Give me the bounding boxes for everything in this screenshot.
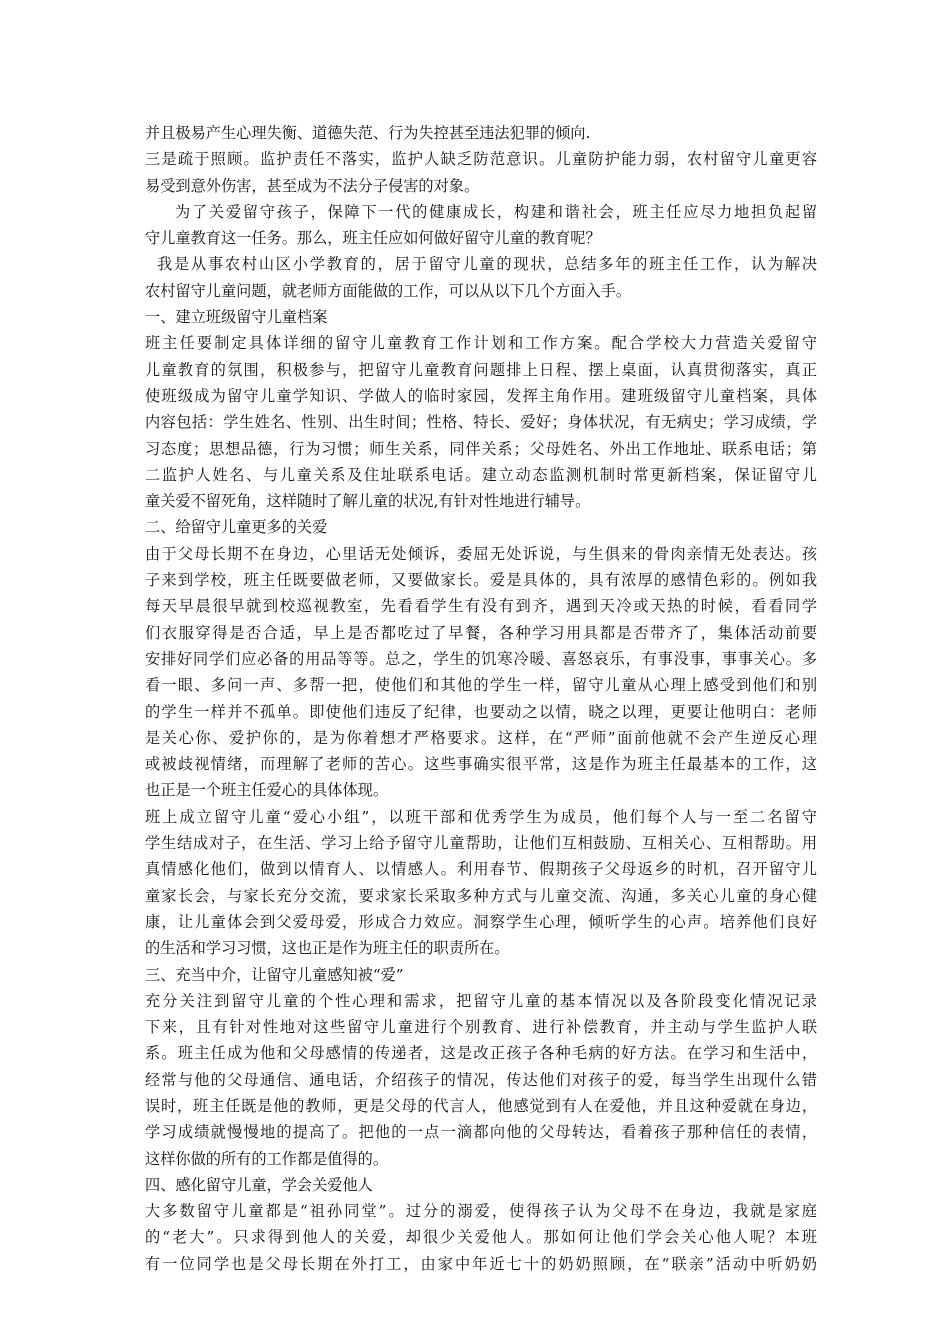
text-line: 有一位同学也是父母长期在外打工，由家中年近七十的奶奶照顾，在“联亲”活动中听奶奶 xyxy=(145,1254,817,1273)
text-line: 大多数留守儿童都是“祖孙同堂”。过分的溺爱，使得孩子认为父母不在身边，我就是家庭 xyxy=(145,1202,817,1221)
text-line: 守儿童教育这一任务。那么，班主任应如何做好留守儿童的教育呢？ xyxy=(145,229,601,248)
text-line: 农村留守儿童问题，就老师方面能做的工作，可以从以下几个方面入手。 xyxy=(145,281,631,300)
text-line: 习态度；思想品德，行为习惯；师生关系，同伴关系；父母姓名、外出工作地址、联系电话；第 xyxy=(145,439,817,458)
section-heading: 三、充当中介，让留守儿童感知被“爱” xyxy=(145,965,404,984)
text-line: 也正是一个班主任爱心的具体体现。 xyxy=(145,781,388,800)
section-heading: 二、给留守儿童更多的关爱 xyxy=(145,518,328,537)
document-page xyxy=(145,120,817,1277)
text-line: 误时，班主任既是他的教师，更是父母的代言人，他感觉到有人在爱他，并且这种爱就在身边， xyxy=(145,1096,817,1115)
text-line: 使班级成为留守儿童学知识、学做人的临时家园，发挥主角作用。建班级留守儿童档案，具体 xyxy=(145,386,817,405)
text-line: 学生结成对子，在生活、学习上给予留守儿童帮助，让他们互相鼓励、互相关心、互相帮助。用 xyxy=(145,834,817,853)
text-line: 童家长会，与家长充分交流，要求家长采取多种方式与儿童交流、沟通，多关心儿童的身心健 xyxy=(145,886,817,905)
text-line: 二监护人姓名、与儿童关系及住址联系电话。建立动态监测机制时常更新档案，保证留守儿 xyxy=(145,465,817,484)
paragraph-first-line: 为了关爱留守孩子，保障下一代的健康成长，构建和谐社会，班主任应尽力地担负起留 xyxy=(175,202,817,221)
section-heading: 一、建立班级留守儿童档案 xyxy=(145,308,328,327)
text-line: 是关心你、爱护你的，是为你着想才严格要求。这样，在“严师”面前他就不会产生逆反心理 xyxy=(145,728,817,747)
text-line: 看一眼、多问一声、多帮一把，使他们和其他的学生一样，留守儿童从心理上感受到他们和别 xyxy=(145,676,817,695)
text-line: 或被歧视情绪，而理解了老师的苦心。这些事确实很平常，这是作为班主任最基本的工作，这 xyxy=(145,755,817,774)
text-line: 们衣服穿得是否合适，早上是否都吃过了早餐，各种学习用具都是否带齐了，集体活动前要 xyxy=(145,623,817,642)
text-line: 康，让儿童体会到父爱母爱，形成合力效应。洞察学生心理，倾听学生的心声。培养他们良好 xyxy=(145,912,817,931)
text-line: 充分关注到留守儿童的个性心理和需求，把留守儿童的基本情况以及各阶段变化情况记录 xyxy=(145,991,817,1010)
text-line: 安排好同学们应必备的用品等等。总之，学生的饥寒冷暖、喜怒哀乐，有事没事，事事关心。多 xyxy=(145,649,817,668)
text-line: 并且极易产生心理失衡、道德失范、行为失控甚至违法犯罪的倾向. xyxy=(145,124,591,142)
text-line: 子来到学校，班主任既要做老师，又要做家长。爱是具体的，具有浓厚的感情色彩的。例如我 xyxy=(145,571,817,590)
text-line: 系。班主任成为他和父母感情的传递者，这是改正孩子各种毛病的好方法。在学习和生活中， xyxy=(145,1044,817,1063)
paragraph-first-line: 我是从事农村山区小学教育的，居于留守儿童的现状，总结多年的班主任工作，认为解决 xyxy=(157,255,817,274)
text-line: 学习成绩就慢慢地的提高了。把他的一点一滴都向他的父母转达，看着孩子那种信任的表情， xyxy=(145,1123,817,1142)
text-line: 的学生一样并不孤单。即使他们违反了纪律，也要动之以情，晓之以理，更要让他明白：老师 xyxy=(145,702,817,721)
text-line: 童关爱不留死角，这样随时了解儿童的状况,有针对性地进行辅导。 xyxy=(145,492,591,511)
text-line: 的生活和学习习惯，这也正是作为班主任的职责所在。 xyxy=(145,939,510,958)
text-line: 儿童教育的氛围，积极参与，把留守儿童教育问题排上日程、摆上桌面，认真贯彻落实，真正 xyxy=(145,360,817,379)
text-line: 易受到意外伤害，甚至成为不法分子侵害的对象。 xyxy=(145,176,480,195)
text-line: 班主任要制定具体详细的留守儿童教育工作计划和工作方案。配合学校大力营造关爱留守 xyxy=(145,334,817,353)
text-line: 的“老大”。只求得到他人的关爱，却很少关爱他人。那如何让他们学会关心他人呢？本班 xyxy=(145,1228,817,1247)
section-heading: 四、感化留守儿童，学会关爱他人 xyxy=(145,1175,373,1194)
text-line: 下来，且有针对性地对这些留守儿童进行个别教育、进行补偿教育，并主动与学生监护人联 xyxy=(145,1018,817,1037)
text-line: 由于父母长期不在身边，心里话无处倾诉，委屈无处诉说，与生俱来的骨肉亲情无处表达。孩 xyxy=(145,544,817,563)
text-line: 三是疏于照顾。监护责任不落实，监护人缺乏防范意识。儿童防护能力弱，农村留守儿童更容 xyxy=(145,150,817,169)
text-line: 内容包括：学生姓名、性别、出生时间；性格、特长、爱好；身体状况，有无病史；学习成绩，学 xyxy=(145,413,817,432)
text-line: 每天早晨很早就到校巡视教室，先看看学生有没有到齐，遇到天冷或天热的时候，看看同学 xyxy=(145,597,817,616)
text-line: 经常与他的父母通信、通电话，介绍孩子的情况，传达他们对孩子的爱，每当学生出现什么错 xyxy=(145,1070,817,1089)
text-line: 真情感化他们，做到以情育人、以情感人。利用春节、假期孩子父母返乡的时机，召开留守儿 xyxy=(145,860,817,879)
text-line: 这样你做的所有的工作都是值得的。 xyxy=(145,1149,388,1168)
text-line: 班上成立留守儿童“爱心小组”，以班干部和优秀学生为成员，他们每个人与一至二名留守 xyxy=(145,807,817,826)
